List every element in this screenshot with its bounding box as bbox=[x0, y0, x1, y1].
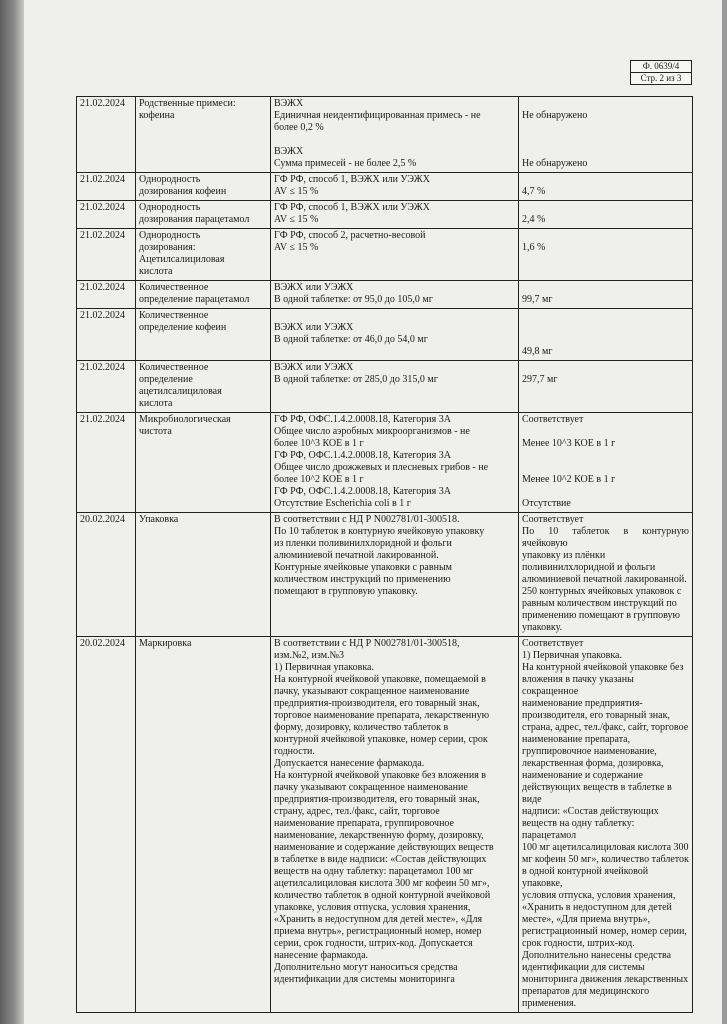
test-norm bbox=[271, 173, 519, 201]
test-norm bbox=[271, 281, 519, 309]
test-result bbox=[519, 281, 693, 309]
text-line bbox=[522, 134, 689, 146]
text-line: месте», «Для приема внутрь», bbox=[522, 914, 651, 925]
test-norm bbox=[271, 201, 519, 229]
text-line: Количественное bbox=[139, 282, 209, 293]
test-name bbox=[136, 309, 271, 361]
text-line: количество таблеток в одной контурной ячейковой bbox=[274, 890, 491, 901]
text-line: упаковку из плёнки bbox=[522, 550, 606, 561]
text-line: наименование препарата, bbox=[522, 734, 631, 745]
test-name bbox=[136, 97, 271, 173]
text-line: наименование препарата, группировочное bbox=[274, 818, 454, 829]
text-line bbox=[522, 310, 689, 322]
text-line: поливинилхлоридной и фольги bbox=[522, 562, 656, 573]
test-norm bbox=[271, 637, 519, 1013]
text-line: ГФ РФ, способ 1, ВЭЖХ или УЭЖХ bbox=[274, 202, 430, 213]
test-name bbox=[136, 513, 271, 637]
text-line bbox=[522, 362, 689, 374]
text-line: AV ≤ 15 % bbox=[274, 214, 319, 225]
text-line bbox=[522, 146, 689, 158]
text-line: препаратов для медицинского bbox=[522, 986, 650, 997]
test-result bbox=[519, 413, 693, 513]
text-line: ВЭЖХ или УЭЖХ bbox=[274, 282, 354, 293]
text-line: Маркировка bbox=[139, 638, 192, 649]
text-line: Общее число дрожжевых и плесневых грибов - не bbox=[274, 462, 489, 473]
text-line: Дополнительно могут наноситься средства bbox=[274, 962, 458, 973]
text-line: Не обнаружено bbox=[522, 110, 588, 121]
test-date: 21.02.2024 bbox=[77, 309, 136, 361]
text-line: идентификации для системы мониторинга bbox=[274, 974, 455, 985]
text-line: ГФ РФ, ОФС.1.4.2.0008.18, Категория 3А bbox=[274, 486, 451, 497]
text-line: В одной таблетке: от 285,0 до 315,0 мг bbox=[274, 374, 438, 385]
text-line: срок годности, штрих-код. bbox=[522, 938, 635, 949]
table-row bbox=[77, 173, 693, 201]
text-line: 1) Первичная упаковка. bbox=[522, 650, 622, 661]
text-line: В одной таблетке: от 95,0 до 105,0 мг bbox=[274, 294, 433, 305]
text-line: алюминиевой печатной лакированной. bbox=[522, 574, 687, 585]
text-line bbox=[522, 98, 689, 110]
text-line: 1,6 % bbox=[522, 242, 546, 253]
text-line: Однородность bbox=[139, 202, 201, 213]
text-line: кислота bbox=[139, 398, 173, 409]
text-line bbox=[522, 230, 689, 242]
text-line: определение парацетамол bbox=[139, 294, 250, 305]
text-line: Упаковка bbox=[139, 514, 179, 525]
text-line bbox=[522, 426, 689, 438]
text-line: наименование и содержание действующих веществ bbox=[274, 842, 494, 853]
text-line bbox=[522, 486, 689, 498]
text-line: количеством инструкций по применению bbox=[274, 574, 451, 585]
test-result bbox=[519, 229, 693, 281]
text-line: Однородность bbox=[139, 174, 201, 185]
text-line: из пленки поливинилхлоридной и фольги bbox=[274, 538, 452, 549]
text-line: наименование, лекарственную форму, дозировку, bbox=[274, 830, 484, 841]
text-line: На контурной ячейковой упаковке, помещаемой в bbox=[274, 674, 486, 685]
test-date: 21.02.2024 bbox=[77, 413, 136, 513]
test-date: 21.02.2024 bbox=[77, 201, 136, 229]
text-line bbox=[522, 202, 689, 214]
text-line: нанесение фармакода. bbox=[274, 950, 369, 961]
text-line: веществ на одну таблетку: парацетамол 100 мг bbox=[274, 866, 474, 877]
text-line: вложения в пачку указаны сокращенное bbox=[522, 674, 634, 697]
text-line: страну, адрес, тел./факс, сайт, торговое bbox=[274, 806, 440, 817]
text-line: Однородность bbox=[139, 230, 201, 241]
form-stamp bbox=[630, 60, 692, 85]
text-line: пачку, указывают сокращенное наименование bbox=[274, 686, 470, 697]
text-line: Ацетилсалициловая bbox=[139, 254, 225, 265]
text-line: Единичная неидентифицированная примесь - не bbox=[274, 110, 481, 121]
text-line: Количественное bbox=[139, 310, 209, 321]
text-line: наименование и содержание bbox=[522, 770, 643, 781]
test-date: 20.02.2024 bbox=[77, 513, 136, 637]
test-norm bbox=[271, 309, 519, 361]
text-line: Общее число аэробных микроорганизмов - не bbox=[274, 426, 470, 437]
text-line: ВЭЖХ bbox=[274, 146, 304, 157]
text-line: Дополнительно нанесены средства bbox=[522, 950, 672, 961]
test-name bbox=[136, 201, 271, 229]
text-line bbox=[522, 174, 689, 186]
test-norm bbox=[271, 229, 519, 281]
text-line: изм.№2, изм.№3 bbox=[274, 650, 345, 661]
test-date: 21.02.2024 bbox=[77, 361, 136, 413]
text-line: упаковку. bbox=[522, 622, 563, 633]
text-line: более 10^3 КОЕ в 1 г bbox=[274, 438, 364, 449]
text-line: На контурной ячейковой упаковке без вложения в bbox=[274, 770, 487, 781]
test-result bbox=[519, 201, 693, 229]
table-row bbox=[77, 413, 693, 513]
test-name bbox=[136, 173, 271, 201]
text-line: чистота bbox=[139, 426, 172, 437]
test-date: 21.02.2024 bbox=[77, 229, 136, 281]
text-line: страна, адрес, тел./факс, сайт, торговое bbox=[522, 722, 689, 733]
text-line: наименование предприятия- bbox=[522, 698, 643, 709]
text-line: веществ на одну таблетку: парацетамол bbox=[522, 818, 635, 841]
test-norm bbox=[271, 97, 519, 173]
text-line: более 0,2 % bbox=[274, 122, 324, 133]
text-line: применению помещают в групповую bbox=[522, 610, 680, 621]
text-line: Родственные примеси: bbox=[139, 98, 236, 109]
table-row bbox=[77, 281, 693, 309]
text-line: пачку указывают сокращенное наименование bbox=[274, 782, 468, 793]
text-line bbox=[522, 334, 689, 346]
text-line: мониторинга движения лекарственных bbox=[522, 974, 689, 985]
text-line: контурной ячейковой упаковке, номер серии, срок bbox=[274, 734, 488, 745]
text-line: дозирования кофеин bbox=[139, 186, 227, 197]
text-line: AV ≤ 15 % bbox=[274, 186, 319, 197]
text-line bbox=[522, 282, 689, 294]
text-line: ГФ РФ, способ 2, расчетно-весовой bbox=[274, 230, 426, 241]
text-line: лекарственная форма, дозировка, bbox=[522, 758, 664, 769]
test-name bbox=[136, 361, 271, 413]
test-result bbox=[519, 173, 693, 201]
text-line: 250 контурных ячейковых упаковок с bbox=[522, 586, 682, 597]
text-line: ВЭЖХ или УЭЖХ bbox=[274, 362, 354, 373]
text-line: ВЭЖХ bbox=[274, 98, 304, 109]
test-name bbox=[136, 413, 271, 513]
test-norm bbox=[271, 513, 519, 637]
table-row bbox=[77, 637, 693, 1013]
text-line: приема внутрь», регистрационный номер, номер bbox=[274, 926, 482, 937]
text-line: Менее 10^2 КОЕ в 1 г bbox=[522, 474, 616, 485]
text-line bbox=[522, 122, 689, 134]
text-line: 4,7 % bbox=[522, 186, 546, 197]
table-row bbox=[77, 309, 693, 361]
text-line: ВЭЖХ или УЭЖХ bbox=[274, 322, 354, 333]
text-line: Сумма примесей - не более 2,5 % bbox=[274, 158, 417, 169]
text-line: более 10^2 КОЕ в 1 г bbox=[274, 474, 364, 485]
test-date: 21.02.2024 bbox=[77, 281, 136, 309]
text-line: 100 мг ацетилсалициловая кислота 300 bbox=[522, 842, 689, 853]
text-line: производителя, его товарный знак, bbox=[522, 710, 670, 721]
text-line: группировочное наименование, bbox=[522, 746, 657, 757]
text-line: в таблетке в виде надписи: «Состав действующих bbox=[274, 854, 487, 865]
text-line: На контурной ячейковой упаковке без bbox=[522, 662, 684, 673]
table-row bbox=[77, 513, 693, 637]
text-line: в одной контурной ячейковой упаковке, bbox=[522, 866, 649, 889]
text-line: Соответствует bbox=[522, 514, 584, 525]
text-line bbox=[522, 450, 689, 462]
test-date: 21.02.2024 bbox=[77, 97, 136, 173]
text-line: ГФ РФ, способ 1, ВЭЖХ или УЭЖХ bbox=[274, 174, 430, 185]
text-line: Не обнаружено bbox=[522, 158, 588, 169]
text-line bbox=[274, 310, 515, 322]
test-date: 20.02.2024 bbox=[77, 637, 136, 1013]
text-line bbox=[274, 134, 515, 146]
text-line: предприятия-производителя, его товарный знак, bbox=[274, 794, 480, 805]
text-line: условия отпуска, условия хранения, bbox=[522, 890, 676, 901]
text-line: Соответствует bbox=[522, 638, 584, 649]
text-line: 99,7 мг bbox=[522, 294, 553, 305]
test-name bbox=[136, 637, 271, 1013]
text-line: надписи: «Состав действующих bbox=[522, 806, 659, 817]
text-line: определение кофеин bbox=[139, 322, 227, 333]
text-line: годности. bbox=[274, 746, 315, 757]
text-line: ацетилсалициловая кислота 300 мг кофеин 50 мг», bbox=[274, 878, 490, 889]
page-counter: Стр. 2 из 3 bbox=[631, 72, 691, 84]
text-line: Отсутствие bbox=[522, 498, 571, 509]
text-line: По 10 таблеток в контурную ячейковую bbox=[522, 526, 689, 549]
test-name bbox=[136, 229, 271, 281]
text-line: В одной таблетке: от 46,0 до 54,0 мг bbox=[274, 334, 428, 345]
text-line: AV ≤ 15 % bbox=[274, 242, 319, 253]
test-result bbox=[519, 309, 693, 361]
form-code: Ф. 0639/4 bbox=[642, 61, 680, 71]
text-line: торговое наименование препарата, лекарственную bbox=[274, 710, 490, 721]
text-line: упаковке, условия отпуска, условия хранения, bbox=[274, 902, 471, 913]
text-line: 49,8 мг bbox=[522, 346, 553, 357]
text-line: кофеина bbox=[139, 110, 175, 121]
text-line: предприятия-производителя, его товарный знак, bbox=[274, 698, 480, 709]
text-line: применения. bbox=[522, 998, 577, 1009]
test-results-table bbox=[76, 96, 693, 1013]
text-line bbox=[522, 462, 689, 474]
text-line: «Хранить в недоступном для детей месте», «Для bbox=[274, 914, 483, 925]
test-result bbox=[519, 637, 693, 1013]
text-line: Контурные ячейковые упаковки с равным bbox=[274, 562, 452, 573]
test-norm bbox=[271, 413, 519, 513]
text-line: помещают в групповую упаковку. bbox=[274, 586, 418, 597]
text-line: идентификации для системы bbox=[522, 962, 645, 973]
text-line: Соответствует bbox=[522, 414, 584, 425]
text-line bbox=[522, 322, 689, 334]
text-line: определение bbox=[139, 374, 193, 385]
test-date: 21.02.2024 bbox=[77, 173, 136, 201]
test-result bbox=[519, 361, 693, 413]
text-line: серии, срок годности, штрих-код. Допускается bbox=[274, 938, 473, 949]
text-line: «Хранить в недоступном для детей bbox=[522, 902, 672, 913]
text-line: Менее 10^3 КОЕ в 1 г bbox=[522, 438, 616, 449]
test-result bbox=[519, 513, 693, 637]
text-line: 1) Первичная упаковка. bbox=[274, 662, 374, 673]
table-row bbox=[77, 97, 693, 173]
text-line: дозирования: bbox=[139, 242, 196, 253]
text-line: ГФ РФ, ОФС.1.4.2.0008.18, Категория 3А bbox=[274, 450, 451, 461]
text-line: действующих веществ в таблетке в виде bbox=[522, 782, 672, 805]
text-line: 297,7 мг bbox=[522, 374, 558, 385]
text-line: Количественное bbox=[139, 362, 209, 373]
text-line: В соответствии с НД Р N002781/01-300518, bbox=[274, 638, 460, 649]
scan-shadow-edge-right bbox=[722, 0, 727, 1024]
table-row bbox=[77, 229, 693, 281]
text-line: ГФ РФ, ОФС.1.4.2.0008.18, Категория 3А bbox=[274, 414, 451, 425]
test-result bbox=[519, 97, 693, 173]
text-line: алюминиевой печатной лакированной. bbox=[274, 550, 439, 561]
text-line: мг кофеин 50 мг», количество таблеток bbox=[522, 854, 689, 865]
text-line: 2,4 % bbox=[522, 214, 546, 225]
text-line: дозирования парацетамол bbox=[139, 214, 250, 225]
text-line: Отсутствие Escherichia coli в 1 г bbox=[274, 498, 411, 509]
text-line: кислота bbox=[139, 266, 173, 277]
text-line: регистрационный номер, номер серии, bbox=[522, 926, 687, 937]
text-line: В соответствии с НД Р N002781/01-300518. bbox=[274, 514, 460, 525]
text-line: Микробиологическая bbox=[139, 414, 231, 425]
text-line: ацетилсалициловая bbox=[139, 386, 222, 397]
table-row bbox=[77, 201, 693, 229]
text-line: По 10 таблеток в контурную ячейковую упаковку bbox=[274, 526, 485, 537]
table-row bbox=[77, 361, 693, 413]
text-line: равным количеством инструкций по bbox=[522, 598, 677, 609]
text-line: Допускается нанесение фармакода. bbox=[274, 758, 425, 769]
scan-shadow-edge bbox=[0, 0, 24, 1024]
test-name bbox=[136, 281, 271, 309]
test-norm bbox=[271, 361, 519, 413]
text-line: форму, дозировку, количество таблеток в bbox=[274, 722, 449, 733]
